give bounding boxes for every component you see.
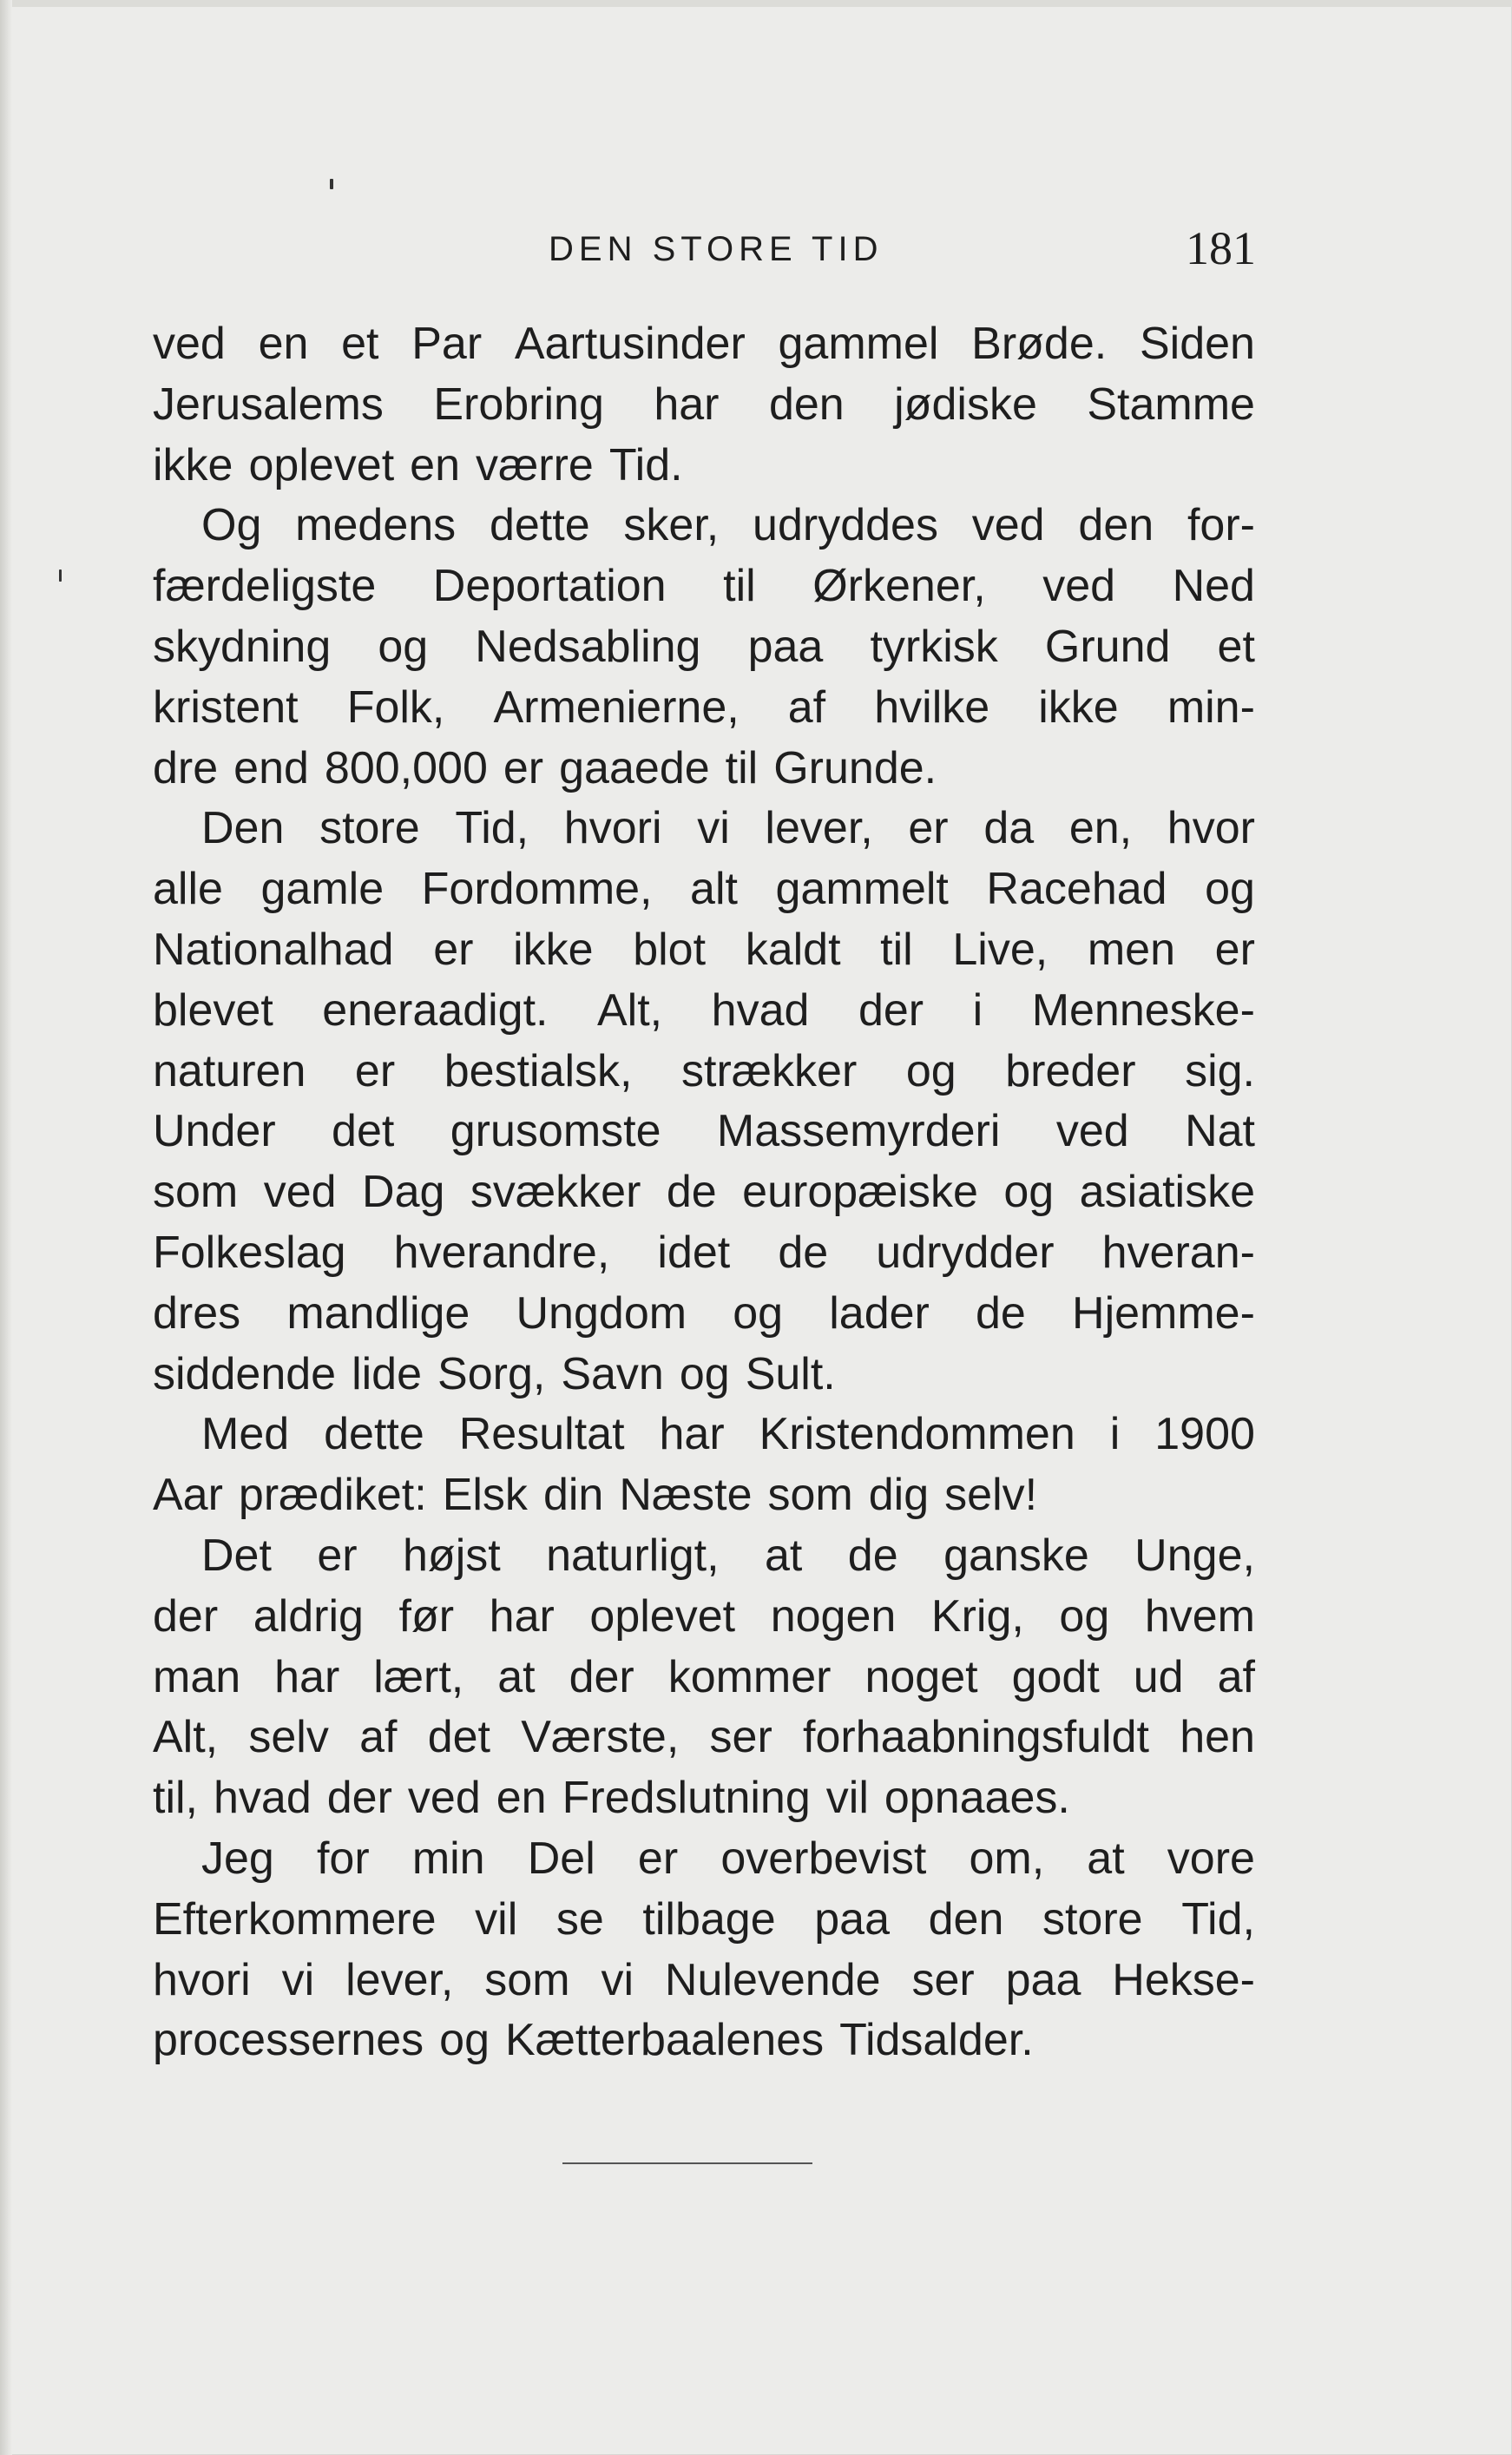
word: Næste xyxy=(619,1470,753,1521)
word: gammelt xyxy=(775,864,949,915)
body-text xyxy=(153,314,1255,2071)
word: Værste, xyxy=(521,1712,680,1763)
word: man xyxy=(153,1651,241,1702)
text-line xyxy=(153,981,1255,1042)
word: prædiket: xyxy=(238,1470,427,1521)
word: har xyxy=(489,1590,555,1642)
word: af xyxy=(359,1712,398,1763)
word: lært, xyxy=(373,1651,464,1702)
text-line xyxy=(153,496,1255,556)
word: Unge, xyxy=(1134,1530,1255,1581)
word: Tidsalder. xyxy=(839,2015,1034,2066)
word: nogen xyxy=(770,1590,897,1642)
word: Elsk xyxy=(442,1470,528,1521)
word: Under xyxy=(153,1106,276,1157)
word: en xyxy=(410,439,461,490)
text-line xyxy=(153,1465,1255,1526)
word: dig xyxy=(868,1470,930,1521)
word: Fredslutning xyxy=(562,1773,811,1824)
text-line xyxy=(153,314,1255,375)
word: den xyxy=(1078,500,1154,551)
word: og xyxy=(733,1287,784,1339)
word: min xyxy=(411,1833,485,1884)
word: store xyxy=(1042,1893,1143,1945)
text-line xyxy=(153,1890,1255,1951)
word: Grunde. xyxy=(773,742,937,793)
word: Fordomme, xyxy=(421,864,653,915)
word: alle xyxy=(153,864,223,915)
word: end xyxy=(233,742,309,793)
word: Stamme xyxy=(1087,378,1255,430)
word: medens xyxy=(295,500,457,551)
text-line xyxy=(153,1526,1255,1587)
word: lader xyxy=(829,1287,930,1339)
word: lever, xyxy=(765,803,873,854)
word: værre xyxy=(476,439,594,490)
word: hvori xyxy=(153,1954,251,2005)
word: Tid, xyxy=(1181,1893,1255,1945)
word: bestialsk, xyxy=(444,1045,633,1096)
word: Deportation xyxy=(432,561,667,612)
word: breder xyxy=(1005,1045,1136,1096)
word: Del xyxy=(527,1833,595,1884)
word: Hekse- xyxy=(1112,1954,1255,2005)
word: et xyxy=(341,319,379,369)
word: vil xyxy=(475,1893,518,1945)
word: og xyxy=(905,1045,957,1096)
word: mandlige xyxy=(286,1287,470,1339)
word: sker, xyxy=(623,500,720,551)
running-head xyxy=(0,221,1512,273)
word: naturligt, xyxy=(546,1530,720,1581)
word: opnaaes. xyxy=(884,1773,1070,1824)
word: Par xyxy=(411,319,483,369)
word: ved xyxy=(407,1773,481,1824)
word: eneraadigt. xyxy=(322,984,549,1036)
word: har xyxy=(654,378,720,430)
word: hvad xyxy=(214,1773,312,1824)
word: hvori xyxy=(563,803,662,854)
word: strækker xyxy=(681,1045,858,1096)
word: hvem xyxy=(1144,1590,1255,1642)
word: til xyxy=(725,742,759,793)
word: alt xyxy=(690,864,738,915)
word: er xyxy=(433,924,474,975)
word: er xyxy=(1214,924,1255,975)
word: der xyxy=(326,1773,392,1824)
page-top-edge xyxy=(0,0,1512,7)
word: Brøde. xyxy=(971,319,1108,369)
word: vil xyxy=(825,1773,869,1824)
paragraph xyxy=(153,496,1255,799)
text-line xyxy=(153,1708,1255,1768)
word: vi xyxy=(281,1954,315,2005)
word: de xyxy=(847,1530,898,1581)
word: idet xyxy=(657,1227,731,1278)
word: Live, xyxy=(952,924,1049,975)
word: Aartusinder xyxy=(514,319,746,369)
word: de xyxy=(976,1287,1026,1339)
text-line xyxy=(153,739,1255,800)
paragraph xyxy=(153,799,1255,1405)
word: vi xyxy=(601,1954,634,2005)
word: Aar xyxy=(153,1470,223,1521)
word: der xyxy=(153,1590,219,1642)
paragraph xyxy=(153,314,1255,496)
word: og xyxy=(679,1348,730,1399)
word: hvilke xyxy=(874,681,990,733)
paragraph xyxy=(153,1829,1255,2071)
word: Tid. xyxy=(608,439,683,490)
word: ikke xyxy=(513,924,594,975)
word: godt xyxy=(1011,1651,1100,1702)
text-line xyxy=(153,1587,1255,1648)
word: ved xyxy=(263,1167,337,1218)
paragraph xyxy=(153,1405,1255,1526)
word: som xyxy=(153,1167,239,1218)
word: Folk, xyxy=(346,681,445,733)
word: overbevist xyxy=(720,1833,927,1884)
word: ud xyxy=(1133,1651,1184,1702)
word: Folkeslag xyxy=(153,1227,346,1278)
word: vore xyxy=(1167,1833,1255,1884)
word: selv xyxy=(248,1712,329,1763)
word: blevet xyxy=(153,984,273,1036)
text-line xyxy=(153,1648,1255,1708)
word: Ungdom xyxy=(516,1287,687,1339)
word: gammel xyxy=(778,319,939,369)
text-line xyxy=(153,436,1255,497)
word: en, xyxy=(1068,803,1133,854)
word: grusomste xyxy=(450,1106,661,1157)
word: Nationalhad xyxy=(153,924,394,975)
word: da xyxy=(983,803,1035,854)
word: Og xyxy=(201,500,262,551)
word: ved xyxy=(153,319,226,369)
word: er xyxy=(503,742,544,793)
word: men xyxy=(1087,924,1176,975)
text-line xyxy=(153,1042,1255,1102)
word: kommer xyxy=(667,1651,832,1702)
word: til xyxy=(723,561,756,612)
word: dres xyxy=(153,1287,241,1339)
text-line xyxy=(153,1223,1255,1284)
word: Kætterbaalenes xyxy=(505,2015,825,2066)
text-line xyxy=(153,678,1255,739)
paper-speck xyxy=(330,179,333,189)
word: Resultat xyxy=(458,1409,625,1460)
word: udryddes xyxy=(753,500,938,551)
page-number: 181 xyxy=(1186,222,1256,274)
word: det xyxy=(427,1712,490,1763)
word: svækker xyxy=(470,1167,641,1218)
word: Sorg, xyxy=(437,1348,546,1399)
word: til xyxy=(880,924,913,975)
word: og xyxy=(378,621,429,672)
word: Savn xyxy=(561,1348,664,1399)
paper-speck xyxy=(59,569,62,582)
word: af xyxy=(787,681,826,733)
word: hverandre, xyxy=(393,1227,610,1278)
word: for- xyxy=(1187,500,1255,551)
word: Nat xyxy=(1185,1106,1255,1157)
word: er xyxy=(354,1045,396,1096)
text-line xyxy=(153,375,1255,436)
word: ved xyxy=(971,500,1045,551)
word: noget xyxy=(864,1651,978,1702)
word: og xyxy=(1205,864,1255,915)
word: vi xyxy=(697,803,730,854)
word: at xyxy=(1087,1833,1125,1884)
word: siddende xyxy=(153,1348,337,1399)
word: oplevet xyxy=(589,1590,736,1642)
text-line xyxy=(153,1102,1255,1162)
word: hveran- xyxy=(1101,1227,1255,1278)
word: tyrkisk xyxy=(870,621,998,672)
word: jødiske xyxy=(894,378,1037,430)
text-line xyxy=(153,1829,1255,1890)
word: hvad xyxy=(711,984,810,1036)
word: Alt, xyxy=(597,984,663,1036)
word: er xyxy=(637,1833,679,1884)
text-line xyxy=(153,1162,1255,1223)
word: Sult. xyxy=(745,1348,836,1399)
word: kristent xyxy=(153,681,299,733)
word: der xyxy=(858,984,924,1036)
word: ikke xyxy=(153,439,233,490)
word: om, xyxy=(969,1833,1045,1884)
word: paa xyxy=(814,1893,890,1945)
word: ser xyxy=(709,1712,772,1763)
word: Det xyxy=(201,1530,272,1581)
text-line xyxy=(153,920,1255,981)
word: store xyxy=(319,803,420,854)
word: Siden xyxy=(1139,319,1255,369)
word: paa xyxy=(1005,1954,1081,2005)
word: gamle xyxy=(260,864,385,915)
text-line xyxy=(153,799,1255,859)
word: paa xyxy=(747,621,824,672)
word: Hjemme- xyxy=(1072,1287,1255,1339)
word: skydning xyxy=(153,621,332,672)
word: Dag xyxy=(362,1167,445,1218)
word: gaaede xyxy=(559,742,710,793)
word: Jerusalems xyxy=(153,378,384,430)
word: processernes xyxy=(153,2015,424,2066)
word: Menneske- xyxy=(1031,984,1255,1036)
word: har xyxy=(274,1651,340,1702)
text-line xyxy=(153,859,1255,920)
word: har xyxy=(659,1409,725,1460)
word: ikke xyxy=(1038,681,1119,733)
word: færdeligste xyxy=(153,561,377,612)
word: den xyxy=(928,1893,1004,1945)
word: Krig, xyxy=(930,1590,1024,1642)
word: og xyxy=(439,2015,490,2066)
word: dette xyxy=(489,500,590,551)
word: Med xyxy=(201,1409,290,1460)
word: den xyxy=(768,378,845,430)
word: ganske xyxy=(943,1530,1089,1581)
word: Grund xyxy=(1044,621,1171,672)
text-line xyxy=(153,1345,1255,1405)
word: for xyxy=(316,1833,370,1884)
word: udrydder xyxy=(876,1227,1055,1278)
word: naturen xyxy=(153,1045,306,1096)
word: i xyxy=(1109,1409,1121,1460)
word: det xyxy=(332,1106,395,1157)
word: Efterkommere xyxy=(153,1893,437,1945)
word: oplevet xyxy=(248,439,395,490)
word: tilbage xyxy=(642,1893,776,1945)
word: din xyxy=(542,1470,604,1521)
word: 800,000 xyxy=(324,742,488,793)
text-line xyxy=(153,1405,1255,1465)
word: at xyxy=(765,1530,803,1581)
text-line xyxy=(153,556,1255,617)
word: Nulevende xyxy=(664,1954,881,2005)
word: som xyxy=(484,1954,570,2005)
text-line xyxy=(153,1951,1255,2011)
word: ved xyxy=(1055,1106,1129,1157)
word: af xyxy=(1217,1651,1255,1702)
word: 1900 xyxy=(1154,1409,1255,1460)
word: og xyxy=(1059,1590,1110,1642)
word: at xyxy=(497,1651,536,1702)
word: Ørkener, xyxy=(812,561,986,612)
word: asiatiske xyxy=(1079,1167,1255,1218)
word: Massemyrderi xyxy=(716,1106,1001,1157)
word: min- xyxy=(1167,681,1255,733)
word: er xyxy=(317,1530,358,1581)
word: før xyxy=(398,1590,455,1642)
word: i xyxy=(972,984,983,1036)
word: de xyxy=(666,1167,717,1218)
word: til, xyxy=(153,1773,198,1824)
word: Erobring xyxy=(433,378,604,430)
word: de xyxy=(778,1227,829,1278)
word: europæiske xyxy=(742,1167,978,1218)
text-line xyxy=(153,1284,1255,1345)
word: forhaabningsfuldt xyxy=(803,1712,1149,1763)
word: lever, xyxy=(345,1954,454,2005)
word: Kristendommen xyxy=(759,1409,1075,1460)
word: selv! xyxy=(944,1470,1038,1521)
word: et xyxy=(1217,621,1255,672)
word: der xyxy=(569,1651,634,1702)
word: dre xyxy=(153,742,219,793)
word: Tid, xyxy=(455,803,529,854)
word: Ned xyxy=(1172,561,1255,612)
word: er xyxy=(908,803,949,854)
word: kaldt xyxy=(745,924,841,975)
word: og xyxy=(1003,1167,1055,1218)
page-gutter-shadow xyxy=(0,0,12,2455)
word: en xyxy=(258,319,309,369)
word: aldrig xyxy=(253,1590,364,1642)
paragraph xyxy=(153,1526,1255,1829)
word: blot xyxy=(633,924,707,975)
text-line xyxy=(153,617,1255,678)
word: højst xyxy=(403,1530,501,1581)
word: hen xyxy=(1180,1712,1255,1763)
text-line xyxy=(153,1768,1255,1829)
word: se xyxy=(555,1893,604,1945)
end-rule xyxy=(562,2162,812,2164)
word: lide xyxy=(352,1348,423,1399)
running-title: DEN STORE TID xyxy=(549,230,884,268)
word: Alt, xyxy=(153,1712,219,1763)
word: Racehad xyxy=(986,864,1167,915)
word: sig. xyxy=(1185,1045,1255,1096)
word: Armenierne, xyxy=(493,681,740,733)
word: ved xyxy=(1042,561,1116,612)
word: ser xyxy=(911,1954,975,2005)
word: Jeg xyxy=(201,1833,274,1884)
word: hvor xyxy=(1167,803,1255,854)
word: som xyxy=(767,1470,853,1521)
word: Den xyxy=(201,803,285,854)
word: en xyxy=(496,1773,547,1824)
text-line xyxy=(153,2011,1255,2071)
word: dette xyxy=(324,1409,424,1460)
word: Nedsabling xyxy=(475,621,701,672)
